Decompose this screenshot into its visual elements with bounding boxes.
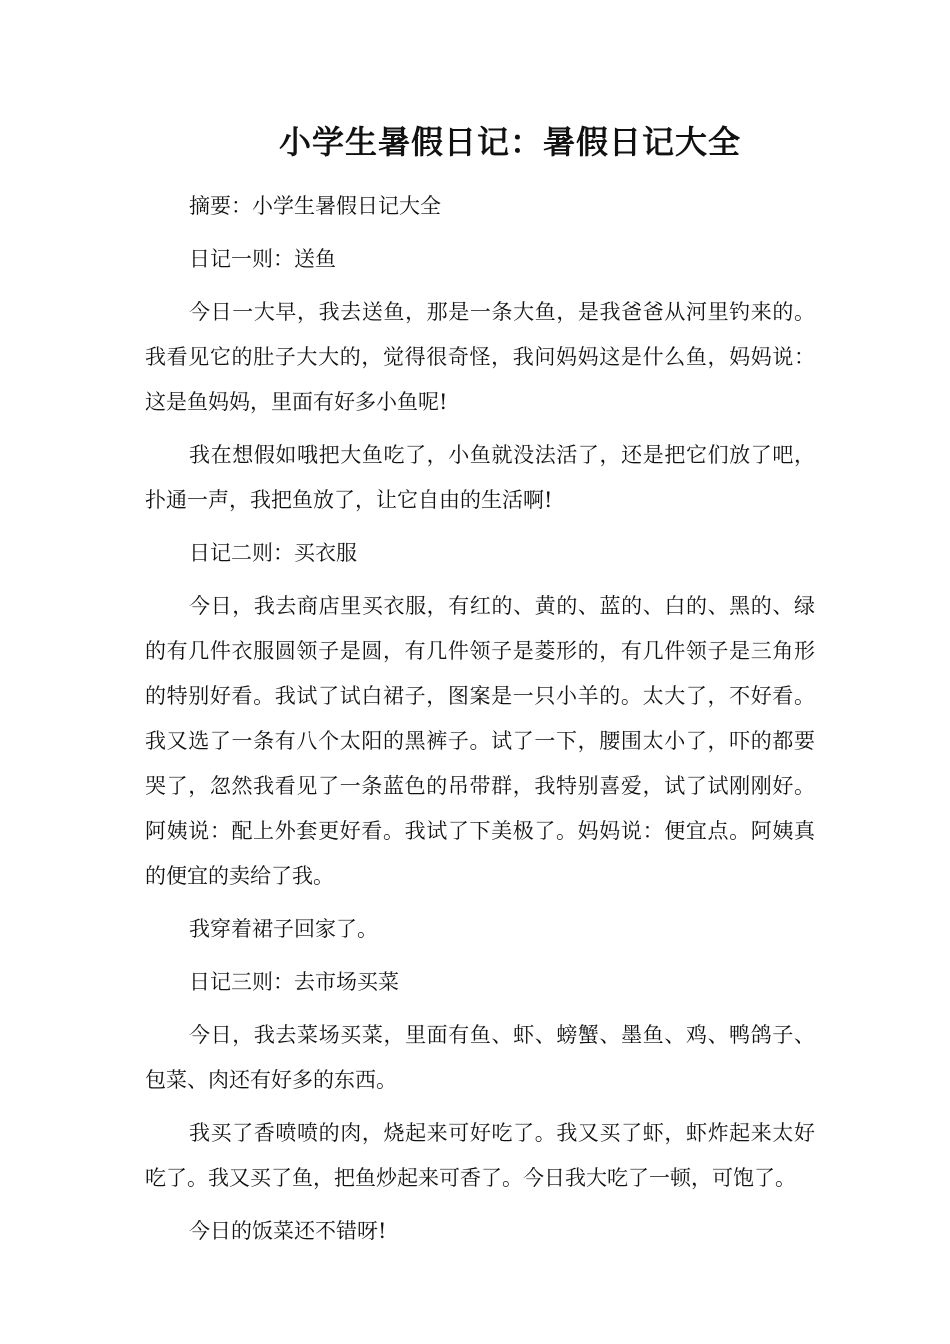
abstract-line: 摘要：小学生暑假日记大全	[189, 194, 441, 218]
diary-2-heading: 日记二则：买衣服	[189, 541, 357, 565]
diary-3-paragraph-3: 今日的饭菜还不错呀!	[189, 1219, 387, 1243]
diary-3-heading: 日记三则：去市场买菜	[189, 970, 399, 994]
diary-1-paragraph-1: 今日一大早，我去送鱼，那是一条大鱼，是我爸爸从河里钓来的。我看见它的肚子大大的，觉得很奇怪，我问妈妈这是什么鱼，妈妈说：这是鱼妈妈，里面有好多小鱼呢!	[145, 300, 815, 414]
diary-3-paragraph-2: 我买了香喷喷的肉，烧起来可好吃了。我又买了虾，虾炸起来太好吃了。我又买了鱼，把鱼炒起来可香了。今日我大吃了一顿，可饱了。	[145, 1121, 815, 1190]
diary-1-heading: 日记一则：送鱼	[189, 247, 336, 271]
document-title: 小学生暑假日记：暑假日记大全	[278, 123, 741, 161]
diary-2-paragraph-2: 我穿着裙子回家了。	[189, 917, 378, 941]
diary-1-paragraph-2: 我在想假如哦把大鱼吃了，小鱼就没法活了，还是把它们放了吧，扑通一声，我把鱼放了，让它自由的生活啊!	[145, 443, 815, 512]
diary-2-paragraph-1: 今日，我去商店里买衣服，有红的、黄的、蓝的、白的、黑的、绿的有几件衣服圆领子是圆，有几件领子是菱形的，有几件领子是三角形的特别好看。我试了试白裙子，图案是一只小羊的。太大了，不好看。我又选了一条有八个太阳的黑裤子。试了一下，腰围太小了，吓的都要哭了，忽然我看见了一条蓝色的吊带群，我特别喜爱，试了试刚刚好。阿姨说：配上外套更好看。我试了下美极了。妈妈说：便宜点。阿姨真的便宜的卖给了我。	[145, 594, 815, 888]
diary-3-paragraph-1: 今日，我去菜场买菜，里面有鱼、虾、螃蟹、墨鱼、鸡、鸭鸽子、包菜、肉还有好多的东西。	[145, 1023, 815, 1092]
document-body	[145, 184, 815, 1262]
